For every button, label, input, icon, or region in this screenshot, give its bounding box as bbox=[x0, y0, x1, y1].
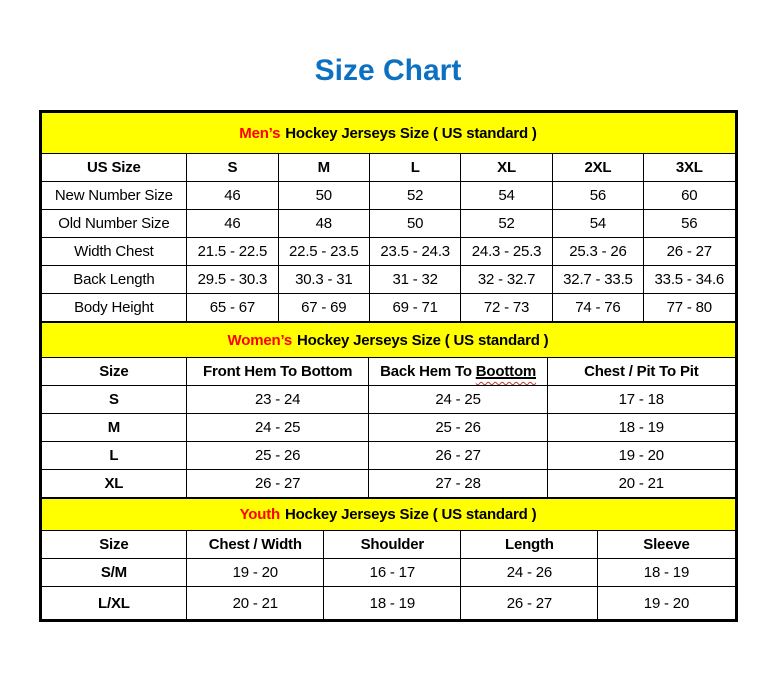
table-cell: 18 - 19 bbox=[548, 414, 735, 442]
womens-col-front-hem: Front Hem To Bottom bbox=[187, 358, 369, 386]
mens-col-us-size: US Size bbox=[41, 154, 187, 182]
row-label: L/XL bbox=[41, 587, 187, 620]
table-cell: 50 bbox=[369, 210, 460, 238]
youth-section-header bbox=[41, 499, 735, 531]
table-cell: 25 - 26 bbox=[187, 442, 369, 470]
table-row bbox=[41, 442, 735, 470]
womens-section-accent: Women’s bbox=[227, 331, 292, 349]
table-cell: 72 - 73 bbox=[461, 294, 552, 322]
womens-section-header bbox=[41, 323, 735, 358]
womens-col-back-hem bbox=[369, 358, 548, 386]
table-cell: 52 bbox=[369, 182, 460, 210]
table-cell: 22.5 - 23.5 bbox=[278, 238, 369, 266]
table-cell: 19 - 20 bbox=[548, 442, 735, 470]
mens-col-l: L bbox=[369, 154, 460, 182]
mens-col-2xl: 2XL bbox=[552, 154, 643, 182]
misspelled-word: Boottom bbox=[475, 363, 537, 380]
table-cell: 20 - 21 bbox=[187, 587, 324, 620]
table-row bbox=[41, 182, 735, 210]
mens-column-header-row bbox=[41, 154, 735, 182]
table-cell: 19 - 20 bbox=[598, 587, 735, 620]
row-label: New Number Size bbox=[41, 182, 187, 210]
table-row bbox=[41, 587, 735, 620]
table-cell: 17 - 18 bbox=[548, 386, 735, 414]
table-cell: 18 - 19 bbox=[598, 559, 735, 587]
table-cell: 56 bbox=[552, 182, 643, 210]
table-cell: 25 - 26 bbox=[369, 414, 548, 442]
youth-column-header-row bbox=[41, 531, 735, 559]
youth-col-sleeve: Sleeve bbox=[598, 531, 735, 559]
youth-section-accent: Youth bbox=[239, 506, 280, 523]
table-cell: 24 - 26 bbox=[461, 559, 598, 587]
table-cell: 54 bbox=[461, 182, 552, 210]
table-cell: 69 - 71 bbox=[369, 294, 460, 322]
mens-section-title: Hockey Jerseys Size ( US standard ) bbox=[285, 124, 537, 142]
page-title: Size Chart bbox=[314, 54, 462, 87]
mens-size-table bbox=[41, 112, 736, 322]
mens-section-accent: Men’s bbox=[239, 124, 281, 142]
table-cell: 52 bbox=[461, 210, 552, 238]
mens-col-s: S bbox=[187, 154, 278, 182]
back-hem-label: Back Hem To bbox=[380, 363, 472, 380]
row-label: M bbox=[41, 414, 187, 442]
youth-col-shoulder: Shoulder bbox=[324, 531, 461, 559]
table-cell: 26 - 27 bbox=[187, 470, 369, 498]
table-cell: 18 - 19 bbox=[324, 587, 461, 620]
womens-size-table bbox=[41, 322, 736, 498]
table-cell: 77 - 80 bbox=[644, 294, 735, 322]
table-cell: 23.5 - 24.3 bbox=[369, 238, 460, 266]
womens-section-title: Hockey Jerseys Size ( US standard ) bbox=[297, 331, 549, 349]
table-cell: 67 - 69 bbox=[278, 294, 369, 322]
table-cell: 60 bbox=[644, 182, 735, 210]
table-cell: 21.5 - 22.5 bbox=[187, 238, 278, 266]
row-label: Old Number Size bbox=[41, 210, 187, 238]
youth-col-length: Length bbox=[461, 531, 598, 559]
row-label: S bbox=[41, 386, 187, 414]
table-cell: 56 bbox=[644, 210, 735, 238]
table-cell: 48 bbox=[278, 210, 369, 238]
youth-col-chest-width: Chest / Width bbox=[187, 531, 324, 559]
row-label: Width Chest bbox=[41, 238, 187, 266]
mens-col-m: M bbox=[278, 154, 369, 182]
table-cell: 46 bbox=[187, 182, 278, 210]
misspelled-word-underline bbox=[476, 363, 536, 380]
table-cell: 24 - 25 bbox=[187, 414, 369, 442]
table-cell: 26 - 27 bbox=[461, 587, 598, 620]
table-cell: 32 - 32.7 bbox=[461, 266, 552, 294]
table-cell: 30.3 - 31 bbox=[278, 266, 369, 294]
table-row bbox=[41, 210, 735, 238]
table-cell: 25.3 - 26 bbox=[552, 238, 643, 266]
row-label: Back Length bbox=[41, 266, 187, 294]
row-label: Body Height bbox=[41, 294, 187, 322]
table-row bbox=[41, 470, 735, 498]
table-row bbox=[41, 414, 735, 442]
womens-col-size: Size bbox=[41, 358, 187, 386]
table-cell: 23 - 24 bbox=[187, 386, 369, 414]
youth-col-size: Size bbox=[41, 531, 187, 559]
mens-col-xl: XL bbox=[461, 154, 552, 182]
youth-section-title: Hockey Jerseys Size ( US standard ) bbox=[284, 506, 537, 523]
table-cell: 20 - 21 bbox=[548, 470, 735, 498]
row-label: XL bbox=[41, 470, 187, 498]
table-row bbox=[41, 559, 735, 587]
mens-col-3xl: 3XL bbox=[644, 154, 735, 182]
table-row bbox=[41, 386, 735, 414]
table-cell: 26 - 27 bbox=[644, 238, 735, 266]
table-row bbox=[41, 294, 735, 322]
table-cell: 27 - 28 bbox=[369, 470, 548, 498]
table-cell: 50 bbox=[278, 182, 369, 210]
table-cell: 19 - 20 bbox=[187, 559, 324, 587]
table-cell: 31 - 32 bbox=[369, 266, 460, 294]
table-row bbox=[41, 238, 735, 266]
table-cell: 74 - 76 bbox=[552, 294, 643, 322]
table-row bbox=[41, 266, 735, 294]
table-cell: 24 - 25 bbox=[369, 386, 548, 414]
size-chart-tables bbox=[39, 110, 738, 622]
row-label: L bbox=[41, 442, 187, 470]
mens-section-header bbox=[41, 113, 735, 154]
womens-column-header-row bbox=[41, 358, 735, 386]
table-cell: 46 bbox=[187, 210, 278, 238]
table-cell: 33.5 - 34.6 bbox=[644, 266, 735, 294]
youth-size-table bbox=[41, 498, 736, 620]
table-cell: 24.3 - 25.3 bbox=[461, 238, 552, 266]
table-cell: 54 bbox=[552, 210, 643, 238]
womens-col-chest: Chest / Pit To Pit bbox=[548, 358, 735, 386]
table-cell: 65 - 67 bbox=[187, 294, 278, 322]
table-cell: 26 - 27 bbox=[369, 442, 548, 470]
row-label: S/M bbox=[41, 559, 187, 587]
table-cell: 16 - 17 bbox=[324, 559, 461, 587]
table-cell: 32.7 - 33.5 bbox=[552, 266, 643, 294]
table-cell: 29.5 - 30.3 bbox=[187, 266, 278, 294]
